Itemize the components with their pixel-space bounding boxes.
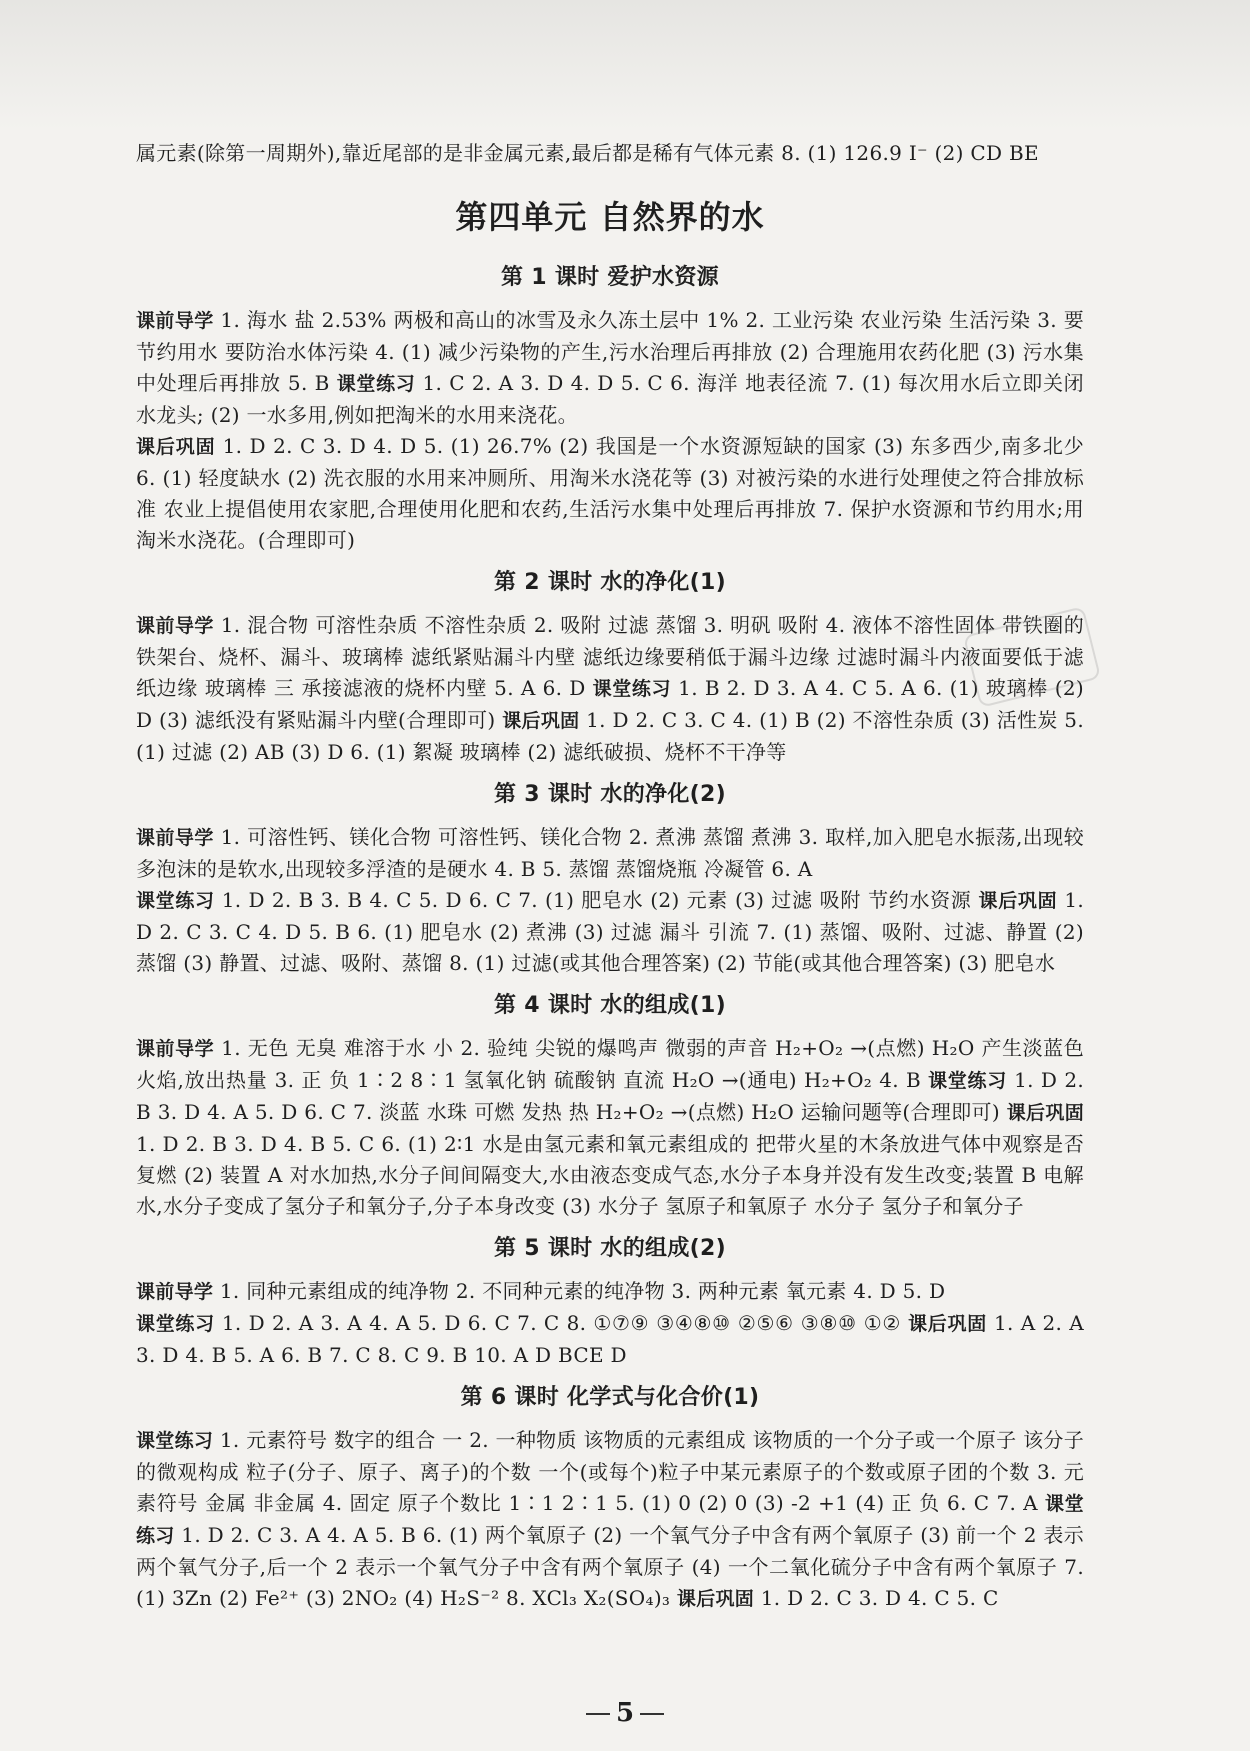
lesson-section: [136, 778, 1084, 979]
answer-paragraph: 课前导学 1. 同种元素组成的纯净物 2. 不同种元素的纯净物 3. 两种元素 氧元素 4. D 5. D: [136, 1279, 946, 1303]
lesson-title: 第 1 课时 爱护水资源: [501, 265, 719, 290]
lesson-section: [136, 566, 1084, 768]
answer-paragraph: 课堂练习 1. D 2. A 3. A 4. A 5. D 6. C 7. C 8. ①⑦⑨ ③④⑧⑩ ②⑤⑥ ③⑧⑩ ①② 课后巩固 1. A 2. A 3. D 4. B 5. A 6. B 7. C 8. C 9. B 10. A D BCE D: [136, 1311, 1084, 1367]
answer-paragraph: 课前导学 1. 无色 无臭 难溶于水 小 2. 验纯 尖锐的爆鸣声 微弱的声音 H₂+O₂ →(点燃) H₂O 产生淡蓝色火焰,放出热量 3. 正 负 1∶2 8∶1 氢氧化钠 硫酸钠 直流 H₂O →(通电) H₂+O₂ 4. B 课堂练习 1. D 2. B 3. D 4. A 5. D 6. C 7. 淡蓝 水珠 可燃 发热 热 H₂+O₂ →(点燃) H₂O 运输问题等(合理即可) 课后巩固 1. D 2. B 3. D 4. B 5. C 6. (1) 2∶1 水是由氢元素和氧元素组成的 把带火星的木条放进气体中观察是否复燃 (2) 装置 A 对水加热,水分子间间隔变大,水由液态变成气态,水分子本身并没有发生改变;装置 B 电解水,水分子变成了氢分子和氧分子,分子本身改变 (3) 水分子 氢原子和氧原子 水分子 氢分子和氧分子: [136, 1036, 1084, 1218]
answer-paragraph: 课前导学 1. 混合物 可溶性杂质 不溶性杂质 2. 吸附 过滤 蒸馏 3. 明矾 吸附 4. 液体不溶性固体 带铁圈的铁架台、烧杯、漏斗、玻璃棒 滤纸紧贴漏斗内壁 滤纸边缘要稍低于漏斗边缘 过滤时漏斗内液面要低于滤纸边缘 玻璃棒 三 承接滤液的烧杯内壁 5. A 6. D 课堂练习 1. B 2. D 3. A 4. C 5. A 6. (1) 玻璃棒 (2) D (3) 滤纸没有紧贴漏斗内壁(合理即可) 课后巩固 1. D 2. C 3. C 4. (1) B (2) 不溶性杂质 (3) 活性炭 5. (1) 过滤 (2) AB (3) D 6. (1) 絮凝 玻璃棒 (2) 滤纸破损、烧杯不干净等: [136, 613, 1085, 764]
lesson-title: 第 4 课时 水的组成(1): [494, 993, 726, 1018]
lesson-section: [136, 1232, 1084, 1371]
page-number: 5: [575, 1698, 675, 1728]
answer-paragraph: 课堂练习 1. 元素符号 数字的组合 一 2. 一种物质 该物质的元素组成 该物质的一个分子或一个原子 该分子的微观构成 粒子(分子、原子、离子)的个数 一个(或每个)粒子中某元素原子的个数或原子团的个数 3. 元素符号 金属 非金属 4. 固定 原子个数比 1∶1 2∶1 5. (1) 0 (2) 0 (3) -2 +1 (4) 正 负 6. C 7. A 课堂练习 1. D 2. C 3. A 4. A 5. B 6. (1) 两个氧原子 (2) 一个氧气分子中含有两个氧原子 (3) 前一个 2 表示两个氧气分子,后一个 2 表示一个氧气分子中含有两个氧原子 (4) 一个二氧化硫分子中含有两个氧原子 7. (1) 3Zn (2) Fe²⁺ (3) 2NO₂ (4) H₂S⁻² 8. XCl₃ X₂(SO₄)₃ 课后巩固 1. D 2. C 3. D 4. C 5. C: [136, 1428, 1084, 1610]
unit-title: 第四单元 自然界的水: [455, 198, 765, 236]
answer-paragraph: 课后巩固 1. D 2. C 3. D 4. D 5. (1) 26.7% (2) 我国是一个水资源短缺的国家 (3) 东多西少,南多北少 6. (1) 轻度缺水 (2) 洗衣服的水用来冲厕所、用淘米水浇花等 (3) 对被污染的水进行处理使之符合排放标准 农业上提倡使用农家肥,合理使用化肥和农药,生活污水集中处理后再排放 7. 保护水资源和节约用水;用淘米水浇花。(合理即可): [136, 434, 1085, 552]
lesson-title: 第 2 课时 水的净化(1): [494, 570, 726, 595]
lesson-title: 第 6 课时 化学式与化合价(1): [460, 1385, 760, 1410]
answer-paragraph: 课前导学 1. 海水 盐 2.53% 两极和高山的冰雪及永久冻土层中 1% 2. 工业污染 农业污染 生活污染 3. 要节约用水 要防治水体污染 4. (1) 减少污染物的产生,污水治理后再排放 (2) 合理施用农药化肥 (3) 污水集中处理后再排放 5. B 课堂练习 1. C 2. A 3. D 4. D 5. C 6. 海洋 地表径流 7. (1) 每次用水后立即关闭水龙头; (2) 一水多用,例如把淘米的水用来浇花。: [136, 308, 1084, 427]
answer-paragraph: 课堂练习 1. D 2. B 3. B 4. C 5. D 6. C 7. (1) 肥皂水 (2) 元素 (3) 过滤 吸附 节约水资源 课后巩固 1. D 2. C 3. C 4. D 5. B 6. (1) 肥皂水 (2) 煮沸 (3) 过滤 漏斗 引流 7. (1) 蒸馏、吸附、过滤、静置 (2) 蒸馏 (3) 静置、过滤、吸附、蒸馏 8. (1) 过滤(或其他合理答案) (2) 节能(或其他合理答案) (3) 肥皂水: [136, 888, 1085, 975]
lesson-section: [136, 989, 1084, 1222]
lesson-title: 第 3 课时 水的净化(2): [494, 782, 726, 807]
top-continuation: 属元素(除第一周期外),靠近尾部的是非金属元素,最后都是稀有气体元素 8. (1) 126.9 I⁻ (2) CD BE: [136, 141, 1039, 165]
answer-paragraph: 课前导学 1. 可溶性钙、镁化合物 可溶性钙、镁化合物 2. 煮沸 蒸馏 煮沸 3. 取样,加入肥皂水振荡,出现较多泡沫的是软水,出现较多浮渣的是硬水 4. B 5. 蒸馏 蒸馏烧瓶 冷凝管 6. A: [136, 825, 1085, 881]
lesson-section: [136, 1381, 1084, 1615]
lesson-title: 第 5 课时 水的组成(2): [494, 1236, 726, 1261]
scan-shadow: [0, 0, 1250, 130]
answer-content: [136, 138, 1084, 1619]
lesson-section: [136, 261, 1084, 556]
